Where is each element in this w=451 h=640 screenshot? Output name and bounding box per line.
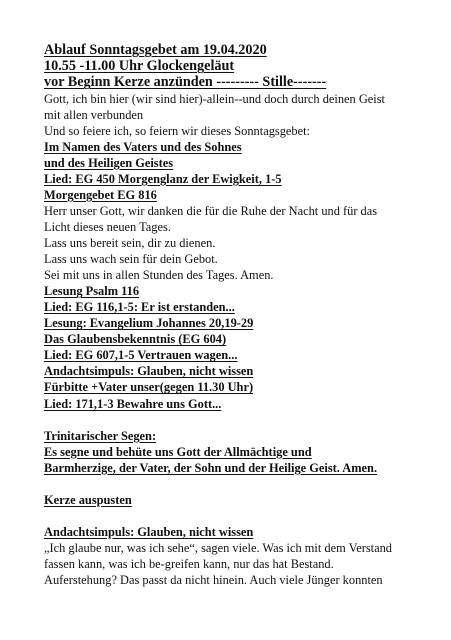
title-line-date: Ablauf Sonntagsgebet am 19.04.2020 [44,42,267,58]
order-item-song-607: Lied: EG 607,1-5 Vertrauen wagen... [44,348,238,363]
intro-line-2: mit allen verbunden [44,107,144,122]
intro-line-1: Gott, ich bin hier (wir sind hier)-allein--und doch durch deinen Geist [44,91,385,106]
order-item-song-116: Lied: EG 116,1-5: Er ist erstanden... [44,300,235,315]
title-line-bells: 10.55 -11.00 Uhr Glockengeläut [44,58,235,75]
order-item-impulse: Andachtsimpuls: Glauben, nicht wissen [44,364,254,379]
intro-line-3: Und so feiere ich, so feiern wir dieses Sonntagsgebet: [44,123,310,138]
order-item-psalm: Lesung Psalm 116 [44,284,140,299]
candle-out: Kerze auspusten [44,492,132,507]
spacer [44,476,448,492]
order-item-song-171: Lied: 171,1-3 Bewahre uns Gott... [44,396,222,411]
votum-initial: I [44,139,49,154]
order-item-creed: Das Glaubensbekenntnis (EG 604) [44,332,227,347]
order-item-intercession: Fürbitte +Vater unser(gegen 11.30 Uhr) [44,380,254,395]
blessing-heading: Trinitarischer Segen: [44,428,157,443]
votum-line-1 [44,139,448,155]
spacer [44,412,448,428]
blessing-line-1: Es segne und behüte uns Gott der Allmächtige und [44,444,312,459]
song-1: Lied: EG 450 Morgenglanz der Ewigkeit, 1-5 [44,171,282,186]
morning-prayer-line-3: Lass uns bereit sein, dir zu dienen. [44,236,216,251]
morning-prayer-line-4: Lass uns wach sein für dein Gebot. [44,252,218,267]
votum-line-2: und des Heiligen Geistes [44,155,174,170]
morning-prayer-line-1: Herr unser Gott, wir danken die für die Ruhe der Nacht und für das [44,203,378,218]
impulse-line-1: „Ich glaube nur, was ich sehe“, sagen viele. Was ich mit dem Verstand [44,540,392,555]
morning-prayer-heading: Morgengebet EG 816 [44,187,157,202]
votum-rest: m Namen des Vaters und des Sohnes [48,139,242,154]
impulse-line-2: fassen kann, was ich be-greifen kann, nur das hat Bestand. [44,556,334,571]
impulse-line-3: Auferstehung? Das passt da nicht hinein. Auch viele Jünger konnten [44,573,383,588]
morning-prayer-line-5: Sei mit uns in allen Stunden des Tages. Amen. [44,268,274,283]
order-item-gospel: Lesung: Evangelium Johannes 20,19-29 [44,316,254,331]
spacer [44,508,448,524]
title-line-candle: vor Beginn Kerze anzünden --------- Stille------- [44,74,327,91]
impulse-heading: Andachtsimpuls: Glauben, nicht wissen [44,524,254,539]
blessing-line-2: Barmherzige, der Vater, der Sohn und der Heilige Geist. Amen. [44,460,378,475]
morning-prayer-line-2: Licht dieses neuen Tages. [44,219,171,234]
document-page [44,42,448,588]
